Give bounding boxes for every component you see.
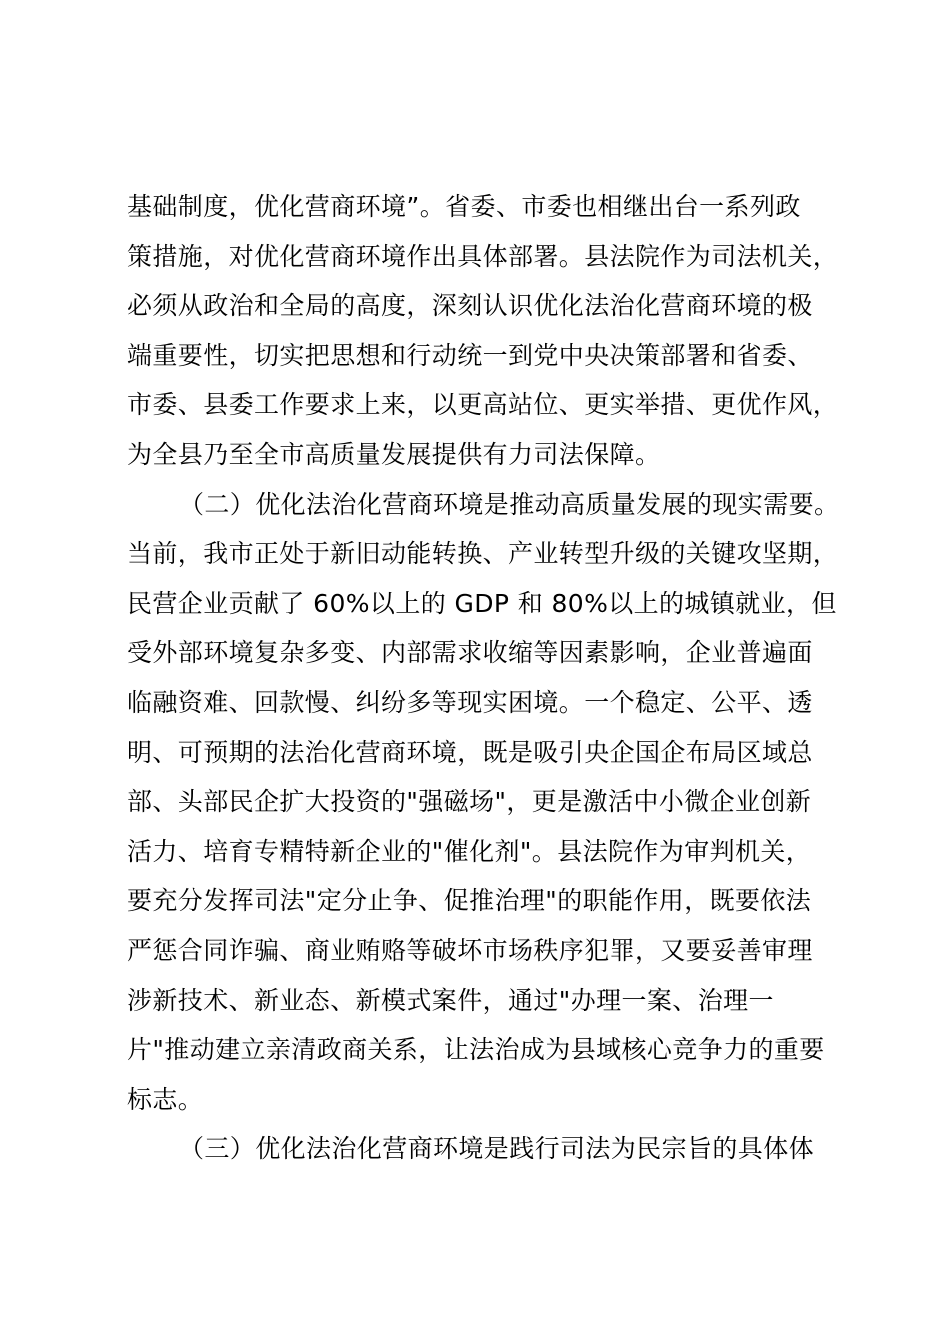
text-line: 市委、县委工作要求上来，以更高站位、更实举措、更优作风， <box>127 390 839 420</box>
text-line: 当前，我市正处于新旧动能转换、产业转型升级的关键攻坚期， <box>127 539 839 569</box>
text-line: 受外部环境复杂多变、内部需求收缩等因素影响，企业普遍面 <box>127 638 813 668</box>
text-line: 部、头部民企扩大投资的"强磁场"，更是激活中小微企业创新 <box>127 787 812 817</box>
text-line: 策措施，对优化营商环境作出具体部署。县法院作为司法机关， <box>127 241 839 271</box>
section-heading-3: （三）优化法治化营商环境是践行司法为民宗旨的具体体 <box>179 1134 815 1164</box>
text-line: 活力、培育专精特新企业的"催化剂"。县法院作为审判机关， <box>127 836 812 866</box>
text-line: 临融资难、回款慢、纠纷多等现实困境。一个稳定、公平、透 <box>127 687 813 717</box>
text-line: 端重要性，切实把思想和行动统一到党中央决策部署和省委、 <box>127 340 813 370</box>
text-line: 标志。 <box>127 1084 204 1114</box>
section-heading-2: （二）优化法治化营商环境是推动高质量发展的现实需要。 <box>179 489 840 519</box>
text-line: 片"推动建立亲清政商关系，让法治成为县域核心竞争力的重要 <box>127 1035 825 1065</box>
text-line: 为全县乃至全市高质量发展提供有力司法保障。 <box>127 439 661 469</box>
body-text <box>127 182 857 1174</box>
text-line: 严惩合同诈骗、商业贿赂等破坏市场秩序犯罪，又要妥善审理 <box>127 935 813 965</box>
text-line: 民营企业贡献了 60%以上的 GDP 和 80%以上的城镇就业，但 <box>127 588 837 618</box>
text-line: 基础制度，优化营商环境”。省委、市委也相继出台一系列政 <box>127 192 801 221</box>
text-line: 涉新技术、新业态、新模式案件，通过"办理一案、治理一 <box>127 985 774 1015</box>
text-line: 明、可预期的法治化营商环境，既是吸引央企国企布局区域总 <box>127 737 813 767</box>
text-line: 要充分发挥司法"定分止争、促推治理"的职能作用，既要依法 <box>127 886 812 916</box>
text-line: 必须从政治和全局的高度，深刻认识优化法治化营商环境的极 <box>127 291 813 321</box>
